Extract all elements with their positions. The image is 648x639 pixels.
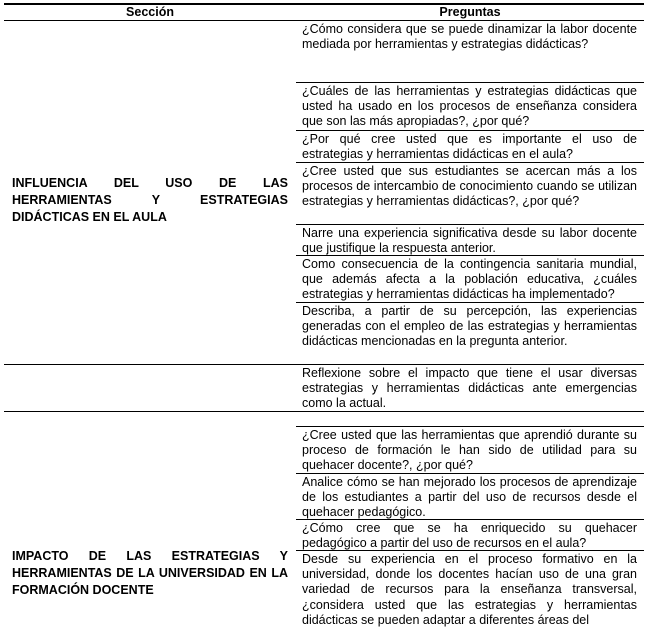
question-cell: Analice cómo se han mejorado los procesos de aprendizaje de los estudiantes a partir del uso de recursos desde el quehacer pedagógico. [302, 475, 637, 520]
question-cell: Describa, a partir de su percepción, las experiencias generadas con el empleo de las estrategias y herramientas didácticas mencionadas en la pregunta anterior. [302, 304, 637, 349]
row-rule [296, 426, 644, 427]
question-cell: ¿Cree usted que sus estudiantes se acercan más a los procesos de intercambio de conocimiento cuando se utilizan estrategias y herramientas didácticas?, ¿por qué? [302, 164, 637, 209]
column-header-questions: Preguntas [439, 5, 501, 19]
question-cell: ¿Cuáles de las herramientas y estrategias didácticas que usted ha usado en los procesos de enseñanza considera que son las más apropiadas?, ¿por qué? [302, 84, 637, 129]
row-rule [296, 82, 644, 83]
question-cell: Desde su experiencia en el proceso formativo en la universidad, donde los docentes hacían uso de una gran variedad de recursos para la enseñanza transversal, ¿considera usted que las estrategias y herramientas didácticas se pueden adaptar a diferentes áreas del [302, 552, 637, 627]
section-rule [4, 364, 644, 365]
question-cell: Como consecuencia de la contingencia sanitaria mundial, que además afecta a la población educativa, ¿cuáles estrategias y herramientas didácticas ha implementado? [302, 257, 637, 302]
section-label-influencia: INFLUENCIA DEL USO DE LAS HERRAMIENTAS Y ESTRATEGIAS DIDÁCTICAS EN EL AULA [12, 176, 288, 224]
question-cell: ¿Cómo considera que se puede dinamizar la labor docente mediada por herramientas y estrategias didácticas? [302, 22, 637, 52]
question-cell: Reflexione sobre el impacto que tiene el usar diversas estrategias y herramientas didácticas ante emergencias como la actual. [302, 366, 637, 411]
header-bottom-rule [4, 20, 644, 21]
section-label-impacto: IMPACTO DE LAS ESTRATEGIAS Y HERRAMIENTAS DE LA UNIVERSIDAD EN LA FORMACIÓN DOCENTE [12, 549, 288, 597]
question-cell: ¿Cómo cree que se ha enriquecido su quehacer pedagógico a partir del uso de recursos en el aula? [302, 521, 637, 551]
question-cell: ¿Cree usted que las herramientas que aprendió durante su proceso de formación le han sido de utilidad para su quehacer docente?, ¿por qué? [302, 428, 637, 473]
row-rule [296, 130, 644, 131]
row-rule [296, 224, 644, 225]
question-cell: ¿Por qué cree usted que es importante el uso de estrategias y herramientas didácticas en el aula? [302, 132, 637, 162]
question-cell: Narre una experiencia significativa desde su labor docente que justifique la respuesta anterior. [302, 226, 637, 256]
column-header-section: Sección [126, 5, 174, 19]
